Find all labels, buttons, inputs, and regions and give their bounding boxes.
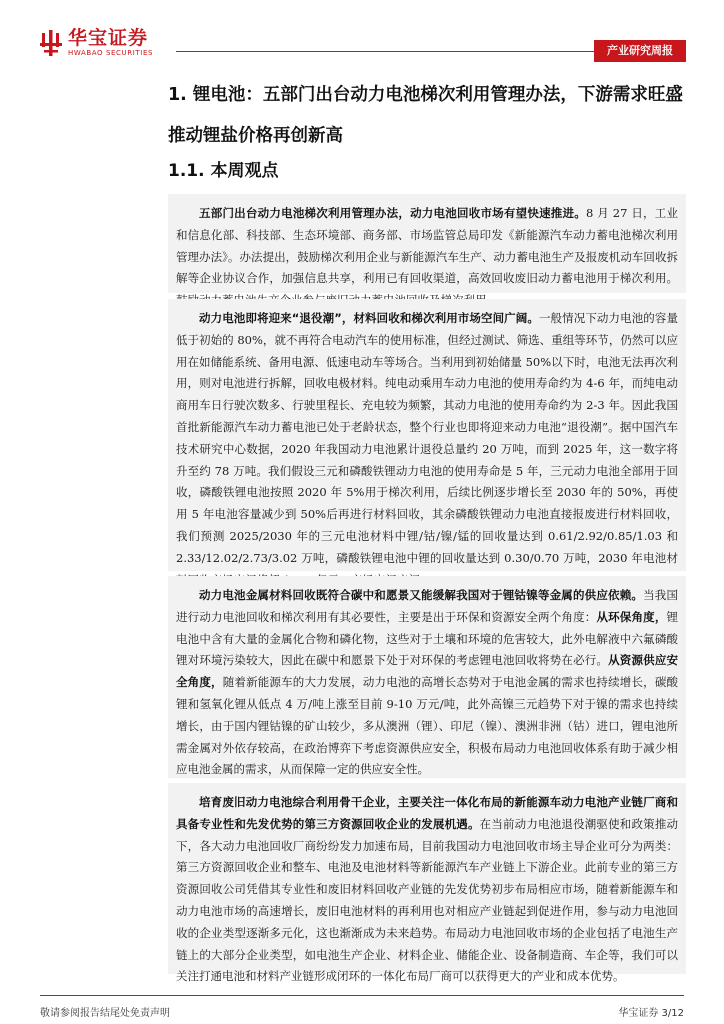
section-heading: 1. 锂电池：五部门出台动力电池梯次利用管理办法，下游需求旺盛推动锂盐价格再创新高 <box>168 85 683 146</box>
paragraph-lead: 培育废旧动力电池综合利用骨干企业，主要关注一体化布局的新能源车动力电池产业链厂商和具备专业性和先发优势的第三方资源回收企业的发展机遇。 <box>176 795 678 831</box>
subsection-heading: 1.1. 本周观点 <box>168 161 279 181</box>
paragraph-body: 随着新能源车的大力发展，动力电池的高增长态势对于电池金属的需求也持续增长，碳酸锂和氢氧化锂从低点 4 万/吨上涨至目前 9-10 万元/吨，此外高镍三元趋势下对于镍的需求也持续增长，由于国内锂钴镍的矿山较少，多从澳洲（锂）、印尼（镍）、澳洲非洲（钴）进口，锂电池所需金属对外依存较高，在政治博弈下考虑资源供应安全，积极布局动力电池回收体系有助于减少相应电池金属的需求，从而保障一定的供应安全性。 <box>176 675 678 777</box>
company-logo <box>40 28 153 58</box>
footer-disclaimer: 敬请参阅报告结尾处免责声明 <box>40 1008 170 1019</box>
brand-name-en: HWABAO SECURITIES <box>68 49 154 57</box>
paragraph-emphasis: 从资源供应安全角度， <box>176 653 679 690</box>
paragraph-lead: 动力电池金属材料回收既符合碳中和愿景又能缓解我国对于锂钴镍等金属的供应依赖。 <box>199 588 644 602</box>
paragraph-block-supply <box>168 576 686 778</box>
paragraph-emphasis: 从环保角度， <box>596 609 667 624</box>
paragraph-body: 当我国进行动力电池回收和梯次利用有其必要性，主要是出于环保和资源安全两个角度： <box>176 588 678 624</box>
page-header <box>0 0 724 70</box>
paragraph-lead: 动力电池即将迎来“退役潮”，材料回收和梯次利用市场空间广阔。 <box>199 311 539 325</box>
paragraph-body: 在当前动力电池退役潮驱使和政策推动下，各大动力电池回收厂商纷纷发力加速布局，目前我国动力电池回收市场主导企业可分为两类：第三方资源回收企业和整车、电池及电池材料等新能源汽车产业链上下游企业。此前专业的第三方资源回收公司凭借其专业性和废旧材料回收产业链的先发优势初步布局相应市场，随着新能源车和动力电池市场的高速增长，废旧电池材料的再利用也对相应产业链起到促进作用，参与动力电池回收的企业类型逐渐多元化，这也渐渐成为未来趋势。布局动力电池回收市场的企业包括了电池生产链上的大部分企业类型，如电池生产企业、材料企业、储能企业、设备制造商、车企等，我们可以关注打通电池和材料产业链形成闭环的一体化布局厂商可以获得更大的产业和成本优势。 <box>176 816 678 984</box>
footer-divider <box>40 995 684 996</box>
paragraph <box>168 194 686 312</box>
header-divider <box>176 51 594 52</box>
paragraph-block-policy <box>168 194 686 293</box>
hwabao-logo-icon <box>40 30 62 56</box>
paragraph-lead: 五部门出台动力电池梯次利用管理办法，动力电池回收市场有望快速推进。 <box>199 206 586 220</box>
brand-name-cn: 华宝证券 <box>68 27 149 49</box>
paragraph <box>168 783 686 988</box>
report-type-tag: 产业研究周报 <box>594 40 686 62</box>
paragraph-body: 8 月 27 日，工业和信息化部、科技部、生态环境部、商务部、市场监管总局印发《新能源汽车动力蓄电池梯次利用管理办法》。办法提出，鼓励梯次利用企业与新能源汽车生产、动力蓄电池生产及报废机动车回收拆解等企业协议合作，加强信息共享，利用已有回收渠道，高效回收废旧动力蓄电池用于梯次利用。 <box>176 206 679 286</box>
paragraph-body: 一般情况下动力电池的容量低于初始的 80%，就不再符合电动汽车的使用标准，但经过测试、筛选、重组等环节，仍然可以应用在如储能系统、备用电源、低速电动车等场合。当利用到初始储量 50%以下时，电池无法再次利用，则对电池进行拆解，回收电极材料。纯电动乘用车动力电池的使用寿命约为 4-6 年，而纯电动商用车日行驶次数多、行驶里程长、充电较为频繁，其动力电池的使用寿命约为 2-3 年。因此我国首批新能源汽车动力蓄电池已处于老龄状态，整个行业也即将迎来动力电池“退役潮”。据中国汽车技术研究中心数据，2020 年我国动力电池累计退役总量约 20 万吨，而到 2025 年，这一数字将升至约 78 万吨。我们假设三元和磷酸铁锂动力电池的使用寿命是 5 年，三元动力电池全部用于回收，磷酸铁锂电池按照 2020 年 5%用于梯次利用，后续比例逐步增长至 2030 年的 50%，再使用 5 年电池容量减少到 50%后再进行材料回收，其余磷酸铁锂动力电池直接报废进行材料回收，我们预测 2025/2030 年的三元电池材料中锂/钴/镍/锰的回收量达到 0.61/2.92/0.85/1.03 和 2.33/12.02/2.73/3.02 万吨，磷酸铁锂电池中锂的回收量达到 0.30/0.70 万吨，2030 年电池材 <box>176 311 678 565</box>
page-number: 华宝证券 3/12 <box>618 1008 684 1019</box>
paragraph-block-retirement <box>168 299 686 571</box>
paragraph <box>168 576 686 781</box>
paragraph <box>168 299 686 591</box>
paragraph-block-enterprises <box>168 783 686 984</box>
paragraph-body: 锂电池中含有大量的金属化合物和磷化物，这些对于土壤和环境的危害较大，此外电解液中六氟磷酸锂对环境污染较大，因此在碳中和愿景下处于对环保的考虑锂电池回收将势在必行。 <box>176 609 679 668</box>
